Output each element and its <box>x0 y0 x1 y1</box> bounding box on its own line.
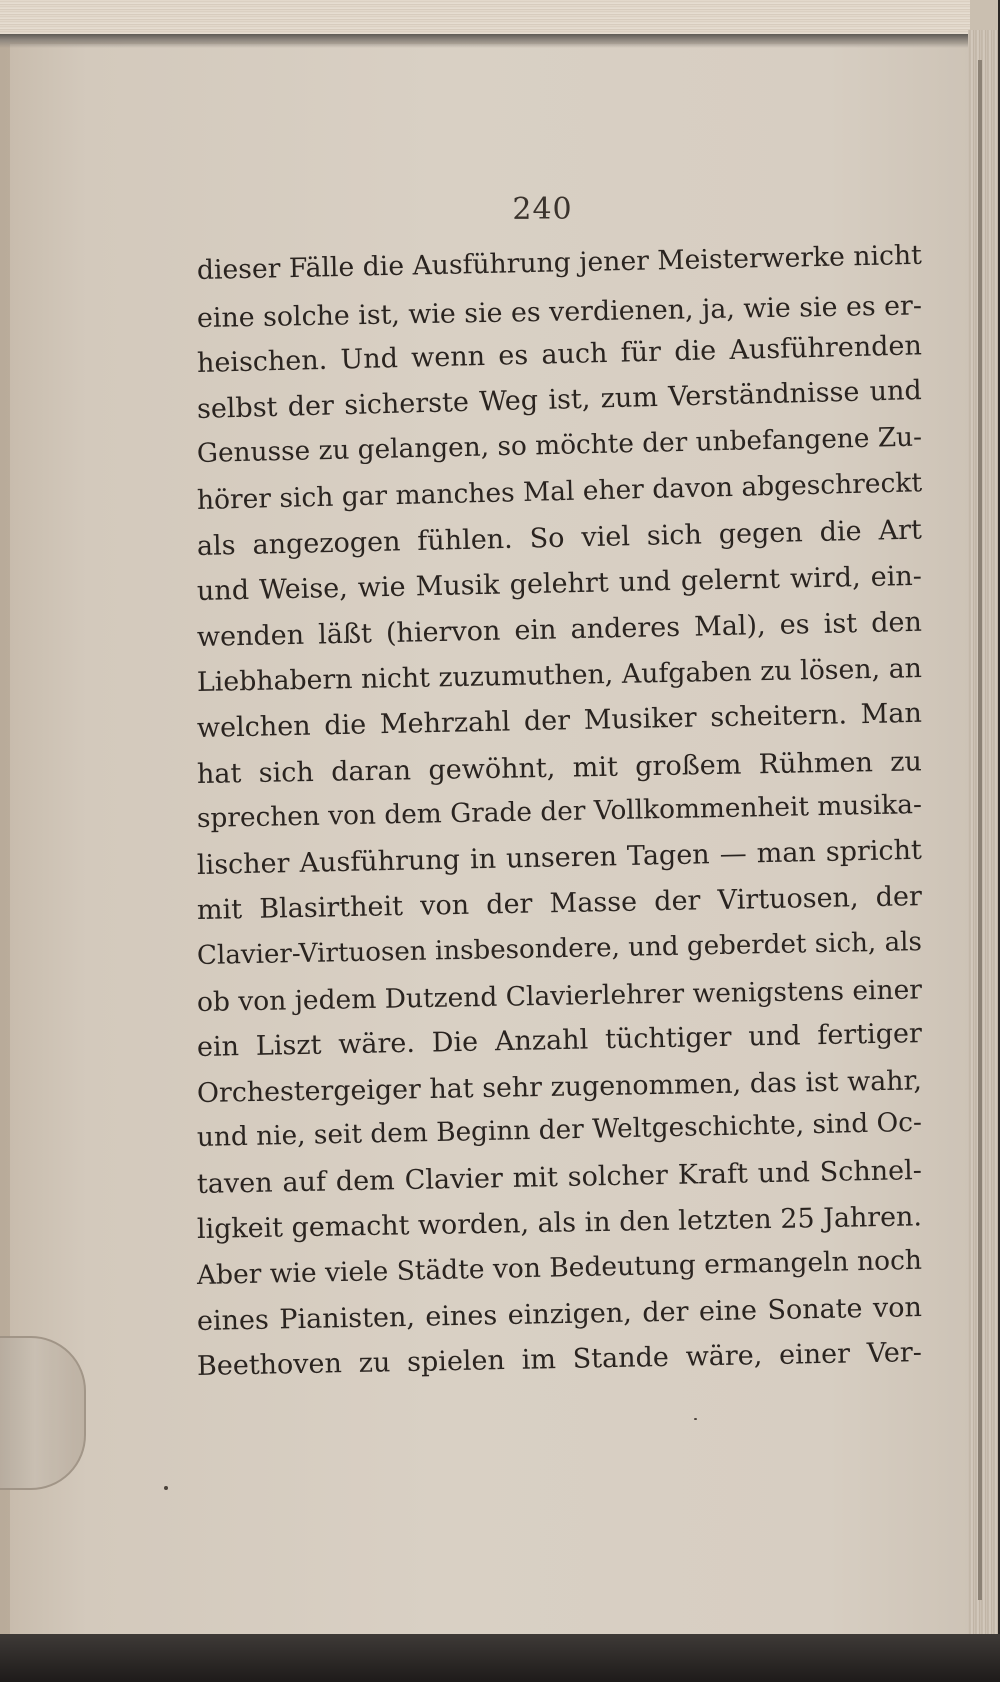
text-line: mit Blasirtheit von der Masse der Virtuosen, der <box>196 881 923 927</box>
text-line: eines Pianisten, eines einzigen, der eine Sonate von <box>196 1291 923 1337</box>
text-line: eine solche ist, wie sie es verdienen, ja, wie sie es er- <box>196 289 923 334</box>
text-line: Genusse zu gelangen, so möchte der unbefangene Zu- <box>196 422 923 470</box>
text-line: selbst der sicherste Weg ist, zum Verständnisse und <box>196 374 923 425</box>
text-line: hat sich daran gewöhnt, mit großem Rühmen zu <box>196 745 923 790</box>
text-line: lischer Ausführung in unseren Tagen — man spricht <box>196 834 923 881</box>
text-line: und nie, seit dem Beginn der Weltgeschichte, sind Oc- <box>196 1108 923 1154</box>
top-shadow <box>0 34 975 48</box>
text-line: als angezogen fühlen. So viel sich gegen die Art <box>196 514 923 562</box>
text-line: dieser Fälle die Ausführung jener Meisterwerke nicht <box>196 239 923 286</box>
text-line: und Weise, wie Musik gelehrt und gelernt wird, ein- <box>196 560 923 608</box>
text-line: sprechen von dem Grade der Vollkommenheit musika- <box>196 790 923 835</box>
text-line: Aber wie viele Städte von Bedeutung ermangeln noch <box>196 1244 923 1292</box>
page-right-edge <box>968 30 998 1635</box>
text-line: welchen die Mehrzahl der Musiker scheitern. Man <box>196 697 923 744</box>
text-line: wenden läßt (hiervon ein anderes Mal), es ist den <box>196 606 923 653</box>
text-line: Beethoven zu spielen im Stande wäre, einer Ver- <box>196 1337 923 1383</box>
text-line: ligkeit gemacht worden, als in den letzten 25 Jahren. <box>196 1201 923 1246</box>
page-top-edge <box>0 0 970 34</box>
text-line: Orchestergeiger hat sehr zugenommen, das ist wahr, <box>196 1065 923 1109</box>
body-text <box>196 239 923 1390</box>
thumb-icon <box>0 1336 86 1490</box>
text-line: hörer sich gar manches Mal eher davon abgeschreckt <box>196 467 923 516</box>
text-line: heischen. Und wenn es auch für die Ausführenden <box>196 330 923 380</box>
text-line: ein Liszt wäre. Die Anzahl tüchtiger und fertiger <box>196 1018 923 1064</box>
scan-background <box>0 1634 1000 1682</box>
paper-speck <box>694 1418 697 1420</box>
paper-speck <box>164 1486 168 1490</box>
text-line: taven auf dem Clavier mit solcher Kraft und Schnel- <box>196 1154 923 1200</box>
text-line: Clavier-Virtuosen insbesondere, und geberdet sich, als <box>196 926 923 971</box>
page-number: 240 <box>512 192 573 227</box>
binding-strip <box>978 60 982 1600</box>
text-line: Liebhabern nicht zuzumuthen, Aufgaben zu lösen, an <box>196 653 923 699</box>
text-line: ob von jedem Dutzend Clavierlehrer wenigstens einer <box>196 973 923 1018</box>
